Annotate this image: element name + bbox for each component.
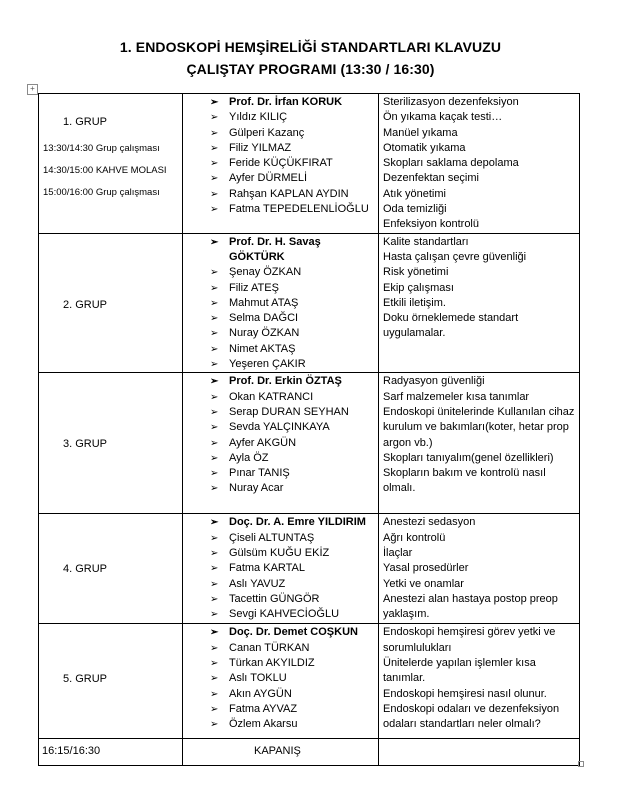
group-label: 3. GRUP: [63, 438, 108, 451]
topics-cell: [379, 373, 580, 514]
participant-item: [183, 342, 378, 357]
participant-name: Prof. Dr. İrfan KORUK: [229, 96, 343, 108]
group-label: 1. GRUP: [63, 116, 108, 128]
participant-name: Feride KÜÇÜKFIRAT: [229, 157, 333, 170]
participant-name: Doç. Dr. A. Emre YILDIRIM: [229, 516, 366, 529]
group-row: [39, 624, 580, 739]
participant-item: [183, 187, 378, 202]
participant-item: [183, 702, 378, 717]
closing-time: 16:15/16:30: [42, 745, 101, 758]
arrow-bullet-icon: ➢: [210, 236, 219, 248]
topic-item: Hasta çalışan çevre güvenliği: [383, 250, 527, 263]
participants-cell: [183, 94, 379, 234]
topic-list: [379, 235, 579, 342]
closing-empty-cell: [379, 739, 580, 766]
topic-item: Anestezi alan hastaya postop preop yaklaşım.: [383, 592, 558, 621]
topic-item: Otomatik yıkama: [383, 141, 466, 154]
participant-name: Akın AYGÜN: [229, 687, 292, 700]
topic-list: [379, 374, 579, 496]
arrow-bullet-icon: ➢: [210, 127, 219, 139]
arrow-bullet-icon: ➢: [210, 313, 219, 325]
participant-name: Nimet AKTAŞ: [229, 342, 296, 355]
participant-name: Filiz ATEŞ: [229, 281, 279, 294]
participant-name: Prof. Dr. H. Savaş GÖKTÜRK: [229, 235, 321, 263]
arrow-bullet-icon: ➢: [210, 452, 219, 464]
topic-item: Ekip çalışması: [383, 281, 454, 294]
arrow-bullet-icon: ➢: [210, 563, 219, 575]
schedule-item: 15:00/16:00 Grup çalışması: [43, 187, 160, 199]
participant-name: Doç. Dr. Demet COŞKUN: [229, 626, 358, 639]
document-subtitle: ÇALIŞTAY PROGRAMI (13:30 / 16:30): [186, 61, 435, 77]
group-cell: [39, 624, 183, 739]
participant-item: [183, 405, 378, 420]
topic-item: İlaçlar: [383, 546, 413, 559]
arrow-bullet-icon: ➢: [210, 719, 219, 731]
participant-list: [183, 515, 378, 622]
participant-name: Yıldız KILIÇ: [229, 111, 288, 124]
arrow-bullet-icon: ➢: [210, 688, 219, 700]
group-cell: [39, 373, 183, 514]
topic-item: Anestezi sedasyon: [383, 516, 476, 529]
arrow-bullet-icon: ➢: [210, 532, 219, 544]
arrow-bullet-icon: ➢: [210, 609, 219, 621]
topic-list: [379, 515, 579, 622]
participant-name: Canan TÜRKAN: [229, 641, 310, 654]
topic-item: Ünitelerde yapılan işlemler kısa tanımlar.: [383, 656, 536, 685]
participant-item: [183, 156, 378, 171]
topic-item: Ağrı kontrolü: [383, 531, 446, 544]
participant-item: [183, 687, 378, 702]
arrow-bullet-icon: ➢: [210, 188, 219, 200]
participants-cell: [183, 624, 379, 739]
participant-item: [183, 546, 378, 561]
group-label: 5. GRUP: [63, 673, 108, 686]
group-row: [39, 373, 580, 514]
group-cell: [39, 233, 183, 373]
schedule-item: 13:30/14:30 Grup çalışması: [43, 143, 160, 155]
schedule-item: 14:30/15:00 KAHVE MOLASI: [43, 165, 167, 177]
group-leader: [183, 235, 349, 266]
table-move-handle-icon[interactable]: +: [27, 84, 38, 95]
group-cell: [39, 94, 183, 234]
closing-time-cell: [39, 739, 183, 766]
participants-cell: [183, 514, 379, 624]
topic-item: Yasal prosedürler: [383, 562, 469, 575]
participant-item: [183, 420, 378, 435]
arrow-bullet-icon: ➢: [210, 468, 219, 480]
participant-item: [183, 296, 378, 311]
participants-cell: [183, 373, 379, 514]
participant-item: [183, 141, 378, 156]
topic-item: Endoskopi hemşiresi görev yetki ve sorumlulukları: [383, 626, 556, 654]
arrow-bullet-icon: ➢: [210, 297, 219, 309]
arrow-bullet-icon: ➢: [210, 437, 219, 449]
participant-item: [183, 481, 378, 496]
arrow-bullet-icon: ➢: [210, 483, 219, 495]
arrow-bullet-icon: ➢: [210, 593, 219, 605]
participant-list: [183, 625, 378, 732]
participant-list: [183, 95, 378, 217]
participant-name: Okan KATRANCI: [229, 390, 314, 403]
topic-item: Doku örneklemede standart uygulamalar.: [383, 312, 519, 340]
participant-name: Özlem Akarsu: [229, 718, 298, 731]
arrow-bullet-icon: ➢: [210, 406, 219, 418]
participant-item: [183, 357, 378, 372]
topic-item: Risk yönetimi: [383, 266, 449, 279]
table-resize-handle-icon[interactable]: [578, 761, 584, 767]
arrow-bullet-icon: ➢: [210, 328, 219, 340]
arrow-bullet-icon: ➢: [210, 343, 219, 355]
arrow-bullet-icon: ➢: [210, 547, 219, 559]
arrow-bullet-icon: ➢: [210, 112, 219, 124]
participant-name: Pınar TANIŞ: [229, 467, 290, 480]
group-label: 4. GRUP: [63, 563, 108, 576]
closing-label-cell: [183, 739, 379, 766]
topic-item: Atık yönetimi: [383, 187, 446, 200]
participant-item: [183, 326, 378, 341]
participant-item: [183, 311, 378, 326]
topic-item: Endoskopi hemşiresi nasıl olunur.: [383, 687, 547, 700]
participant-list: [183, 235, 378, 373]
participant-name: Aslı TOKLU: [229, 672, 287, 685]
arrow-bullet-icon: ➢: [210, 267, 219, 279]
arrow-bullet-icon: ➢: [210, 422, 219, 434]
program-table: [38, 93, 580, 766]
group-label: 2. GRUP: [63, 298, 108, 311]
participant-name: Türkan AKYILDIZ: [229, 656, 315, 669]
participant-name: Fatma TEPEDELENLİOĞLU: [229, 203, 369, 216]
participant-item: [183, 126, 378, 141]
topic-item: Oda temizliği: [383, 203, 447, 216]
participant-list: [183, 374, 378, 496]
participant-item: [183, 281, 378, 296]
participant-item: [183, 577, 378, 592]
topic-item: Radyasyon güvenliği: [383, 375, 485, 388]
participant-name: Gülperi Kazanç: [229, 126, 305, 139]
participant-name: Aslı YAVUZ: [229, 577, 286, 590]
group-row: [39, 514, 580, 624]
arrow-bullet-icon: ➢: [210, 97, 219, 108]
topic-item: Manüel yıkama: [383, 126, 458, 139]
topic-item: Kalite standartları: [383, 235, 469, 248]
topic-item: Endoskopi ünitelerinde Kullanılan cihaz kurulum ve bakımları(koter, hetar prop argon vb.): [383, 405, 575, 449]
participant-name: Ayla ÖZ: [229, 451, 269, 464]
arrow-bullet-icon: ➢: [210, 517, 219, 529]
group-leader: [183, 515, 378, 530]
topics-cell: [379, 514, 580, 624]
participant-name: Şenay ÖZKAN: [229, 266, 302, 279]
group-row: [39, 94, 580, 234]
participant-item: [183, 671, 378, 686]
participant-item: [183, 265, 378, 280]
group-leader: [183, 95, 378, 110]
closing-row: [39, 739, 580, 766]
participant-item: [183, 466, 378, 481]
topic-item: Ön yıkama kaçak testi…: [383, 111, 503, 124]
topic-item: Skopları saklama depolama: [383, 157, 519, 170]
closing-label: KAPANIŞ: [254, 745, 301, 758]
participant-item: [183, 561, 378, 576]
topics-cell: [379, 624, 580, 739]
topic-item: Enfeksiyon kontrolü: [383, 218, 479, 231]
participant-item: [183, 641, 378, 656]
participant-name: Mahmut ATAŞ: [229, 296, 299, 309]
participant-name: Yeşeren ÇAKIR: [229, 358, 306, 371]
participant-name: Sevda YALÇINKAYA: [229, 421, 330, 434]
topic-item: Sterilizasyon dezenfeksiyon: [383, 96, 519, 108]
participant-item: [183, 390, 378, 405]
arrow-bullet-icon: ➢: [210, 173, 219, 185]
arrow-bullet-icon: ➢: [210, 142, 219, 154]
arrow-bullet-icon: ➢: [210, 391, 219, 403]
participant-item: [183, 656, 378, 671]
participant-name: Nuray Acar: [229, 482, 284, 495]
topic-item: Yetki ve onamlar: [383, 577, 464, 590]
participant-item: [183, 607, 378, 622]
document-title: 1. ENDOSKOPİ HEMŞİRELİĞİ STANDARTLARI KLAVUZU: [119, 39, 502, 55]
topic-item: Skopları tanıyalım(genel özellikleri): [383, 451, 554, 464]
topic-list: [379, 625, 579, 732]
participant-name: Prof. Dr. Erkin ÖZTAŞ: [229, 375, 342, 388]
topics-cell: [379, 233, 580, 373]
topic-item: Dezenfektan seçimi: [383, 172, 479, 185]
arrow-bullet-icon: ➢: [210, 376, 219, 388]
group-cell: [39, 514, 183, 624]
participant-name: Çiseli ALTUNTAŞ: [229, 531, 315, 544]
participant-item: [183, 717, 378, 732]
participant-item: [183, 592, 378, 607]
participant-name: Selma DAĞCI: [229, 312, 299, 325]
topic-item: Skopların bakım ve kontrolü nasıl olmalı.: [383, 467, 546, 495]
participant-name: Ayfer AKGÜN: [229, 436, 297, 449]
arrow-bullet-icon: ➢: [210, 642, 219, 654]
participant-name: Tacettin GÜNGÖR: [229, 592, 320, 605]
arrow-bullet-icon: ➢: [210, 703, 219, 715]
participant-name: Rahşan KAPLAN AYDIN: [229, 187, 349, 200]
arrow-bullet-icon: ➢: [210, 158, 219, 170]
topics-cell: [379, 94, 580, 234]
topic-item: Etkili iletişim.: [383, 296, 446, 309]
participant-name: Serap DURAN SEYHAN: [229, 405, 349, 418]
arrow-bullet-icon: ➢: [210, 282, 219, 294]
group-row: [39, 233, 580, 373]
participant-name: Gülsüm KUĞU EKİZ: [229, 546, 330, 559]
group-leader: [183, 374, 378, 389]
participant-item: [183, 531, 378, 546]
topic-item: Endoskopi odaları ve dezenfeksiyon odaları standartları neler olmalı?: [383, 702, 560, 731]
participants-cell: [183, 233, 379, 373]
participant-name: Fatma AYVAZ: [229, 702, 298, 715]
arrow-bullet-icon: ➢: [210, 578, 219, 590]
group-leader: [183, 625, 378, 640]
arrow-bullet-icon: ➢: [210, 673, 219, 685]
arrow-bullet-icon: ➢: [210, 657, 219, 669]
participant-item: [183, 451, 378, 466]
participant-item: [183, 110, 378, 125]
participant-item: [183, 436, 378, 451]
participant-name: Ayfer DÜRMELİ: [229, 172, 308, 185]
participant-name: Filiz YILMAZ: [229, 141, 292, 154]
participant-name: Sevgi KAHVECİOĞLU: [229, 608, 340, 621]
arrow-bullet-icon: ➢: [210, 359, 219, 371]
participant-name: Fatma KARTAL: [229, 562, 306, 575]
participant-item: [183, 202, 378, 217]
topic-list: [379, 95, 579, 233]
participant-item: [183, 171, 378, 186]
arrow-bullet-icon: ➢: [210, 627, 219, 639]
arrow-bullet-icon: ➢: [210, 204, 219, 216]
participant-name: Nuray ÖZKAN: [229, 327, 300, 340]
topic-item: Sarf malzemeler kısa tanımlar: [383, 390, 530, 403]
